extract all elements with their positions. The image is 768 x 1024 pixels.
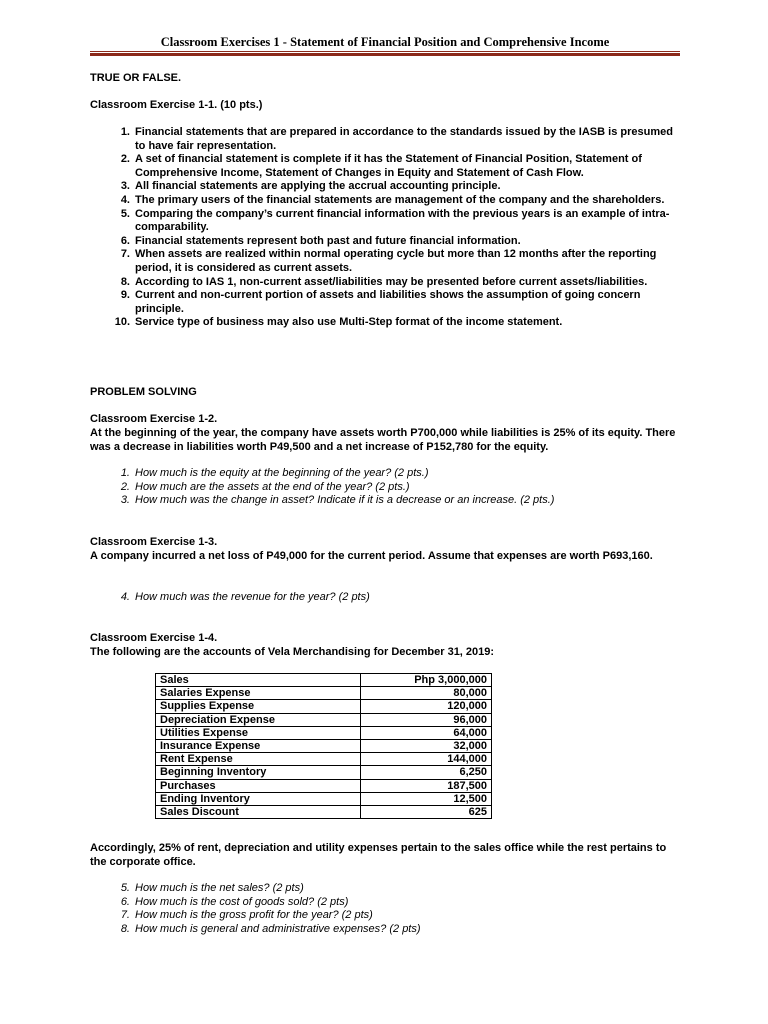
account-amount: 80,000: [361, 687, 492, 700]
exercise-1-4-title: Classroom Exercise 1-4.: [90, 632, 218, 644]
accounts-table: [155, 673, 492, 819]
question-item: 3. How much was the change in asset? Indicate if it is a decrease or an increase. (2 pts.): [120, 494, 555, 507]
table-row: [156, 740, 492, 753]
account-amount: 96,000: [361, 713, 492, 726]
page-header-title: Classroom Exercises 1 - Statement of Financial Position and Comprehensive Income: [160, 35, 610, 49]
tf-item: 10. Service type of business may also use Multi-Step format of the income statement.: [114, 316, 563, 329]
account-name: Insurance Expense: [156, 740, 361, 753]
tf-item: 8. According to IAS 1, non-current asset/liabilities may be presented before current assets/liabilities.: [120, 275, 648, 288]
tf-heading: TRUE OR FALSE.: [90, 72, 182, 84]
table-row: [156, 806, 492, 819]
header-rule-thick: [90, 53, 680, 56]
account-amount: 120,000: [361, 700, 492, 713]
account-name: Depreciation Expense: [156, 713, 361, 726]
exercise-1-4-note: Accordingly, 25% of rent, depreciation and utility expenses pertain to the sales office while the rest pertains to the corporate office.: [90, 842, 667, 868]
tf-list: [90, 126, 680, 330]
tf-item: 4. The primary users of the financial statements are management of the company and the shareholders.: [120, 193, 665, 206]
ps-heading: PROBLEM SOLVING: [90, 386, 197, 398]
question-item: 4. How much was the revenue for the year? (2 pts): [120, 591, 370, 603]
exercise-1-3-body: A company incurred a net loss of P49,000 for the current period. Assume that expenses are worth P693,160.: [90, 550, 653, 562]
header-rule: [90, 51, 680, 52]
exercise-1-4-body: The following are the accounts of Vela Merchandising for December 31, 2019:: [90, 646, 495, 658]
question-item: 2. How much are the assets at the end of the year? (2 pts.): [120, 480, 410, 493]
exercise-1-4-questions: [90, 882, 680, 936]
question-item: 1. How much is the equity at the beginning of the year? (2 pts.): [120, 467, 429, 479]
account-name: Purchases: [156, 779, 361, 792]
tf-item: 9. Current and non-current portion of assets and liabilities shows the assumption of going concern principle.: [120, 289, 641, 315]
exercise-1-2-title: Classroom Exercise 1-2.: [90, 413, 218, 425]
exercise-1-3-questions: [90, 591, 680, 605]
account-name: Ending Inventory: [156, 792, 361, 805]
account-amount: Php 3,000,000: [361, 674, 492, 687]
account-name: Utilities Expense: [156, 726, 361, 739]
table-row: [156, 674, 492, 687]
question-item: 7. How much is the gross profit for the year? (2 pts): [120, 909, 373, 922]
table-row: [156, 766, 492, 779]
question-item: 5. How much is the net sales? (2 pts): [120, 882, 304, 894]
account-amount: 64,000: [361, 726, 492, 739]
account-name: Rent Expense: [156, 753, 361, 766]
table-row: [156, 687, 492, 700]
account-amount: 6,250: [361, 766, 492, 779]
tf-item: 7. When assets are realized within normal operating cycle but more than 12 months after the reporting period, it is considered as current assets.: [120, 248, 657, 274]
account-name: Sales Discount: [156, 806, 361, 819]
tf-item: 6. Financial statements represent both past and future financial information.: [120, 234, 521, 247]
tf-item: 5. Comparing the company’s current financial information with the previous years is an example of intra-comparability.: [120, 207, 670, 234]
question-item: 8. How much is general and administrative expenses? (2 pts): [120, 922, 421, 935]
account-amount: 144,000: [361, 753, 492, 766]
account-amount: 12,500: [361, 792, 492, 805]
account-amount: 625: [361, 806, 492, 819]
account-name: Supplies Expense: [156, 700, 361, 713]
account-name: Salaries Expense: [156, 687, 361, 700]
table-row: [156, 792, 492, 805]
account-amount: 32,000: [361, 740, 492, 753]
tf-item: 3. All financial statements are applying the accrual accounting principle.: [120, 180, 501, 193]
account-name: Beginning Inventory: [156, 766, 361, 779]
exercise-1-2-body: At the beginning of the year, the company have assets worth P700,000 while liabilities is 25% of its equity. There was a decrease in liabilities worth P49,500 and a net increase of P152,780 for the equity.: [90, 427, 676, 453]
account-amount: 187,500: [361, 779, 492, 792]
table-row: [156, 713, 492, 726]
table-row: [156, 779, 492, 792]
table-row: [156, 700, 492, 713]
exercise-1-3-title: Classroom Exercise 1-3.: [90, 536, 218, 548]
question-item: 6. How much is the cost of goods sold? (2 pts): [120, 895, 349, 908]
account-name: Sales: [156, 674, 361, 687]
table-row: [156, 753, 492, 766]
exercise-1-2-questions: [90, 467, 680, 508]
tf-item: 1. Financial statements that are prepared in accordance to the standards issued by the IASB is presumed to have fair representation.: [120, 126, 673, 152]
exercise-1-1-title: Classroom Exercise 1-1. (10 pts.): [90, 99, 263, 111]
tf-item: 2. A set of financial statement is complete if it has the Statement of Financial Position, Statement of Comprehensive Income, Statement of Changes in Equity and Statement of Cash Flow.: [120, 153, 642, 179]
table-row: [156, 726, 492, 739]
